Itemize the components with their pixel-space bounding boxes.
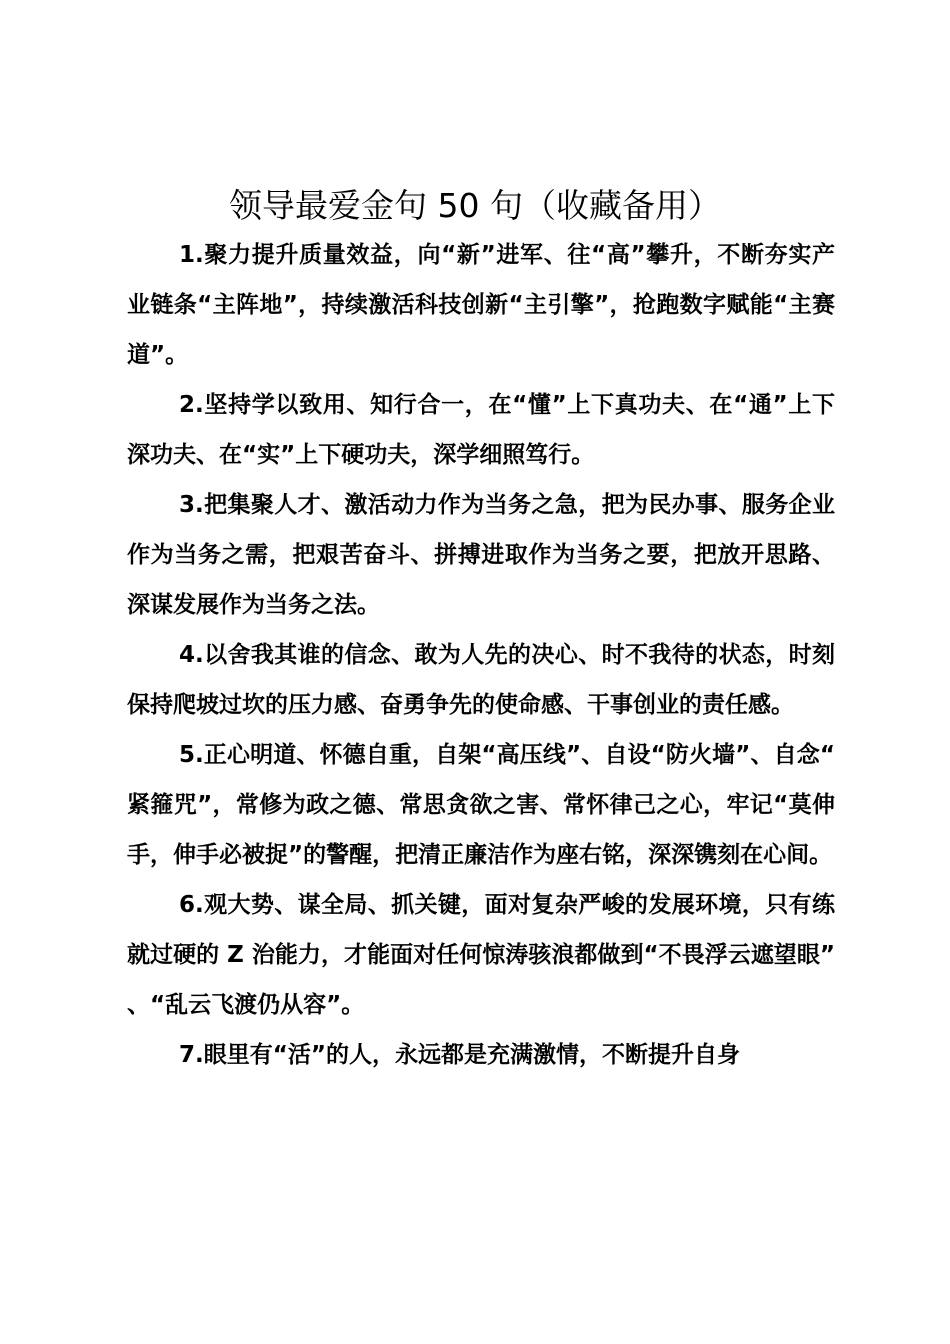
document-title: 领导最爱金句 50 句（收藏备用） (229, 186, 721, 225)
paragraph-3: 3.把集聚人才、激活动力作为当务之急，把为民办事、服务企业作为当务之需，把艰苦奋斗、拼搏进取作为当务之要，把放开思路、深谋发展作为当务之法。 (127, 492, 835, 618)
paragraph-5: 5.正心明道、怀德自重，自架“高压线”、自设“防火墙”、自念“紧箍咒”，常修为政之德、常思贪欲之害、常怀律己之心，牢记“莫伸手，伸手必被捉”的警醒，把清正廉洁作为座右铭，深深镌刻在心间。 (127, 742, 835, 868)
paragraph-4: 4.以舍我其谁的信念、敢为人先的决心、时不我待的状态，时刻保持爬坡过坎的压力感、奋勇争先的使命感、干事创业的责任感。 (127, 642, 835, 718)
paragraph-1: 1.聚力提升质量效益，向“新”进军、往“高”攀升，不断夯实产业链条“主阵地”，持续激活科技创新“主引擎”，抢跑数字赋能“主赛道”。 (127, 242, 835, 368)
paragraph-2: 2.坚持学以致用、知行合一，在“懂”上下真功夫、在“通”上下深功夫、在“实”上下硬功夫，深学细照笃行。 (127, 392, 835, 468)
document-body (127, 230, 835, 1080)
paragraph-7: 7.眼里有“活”的人，永远都是充满激情，不断提升自身 (179, 1042, 740, 1068)
paragraph-6: 6.观大势、谋全局、抓关键，面对复杂严峻的发展环境，只有练就过硬的 Z 治能力，才能面对任何惊涛骇浪都做到“不畏浮云遮望眼”、“乱云飞渡仍从容”。 (127, 892, 835, 1018)
